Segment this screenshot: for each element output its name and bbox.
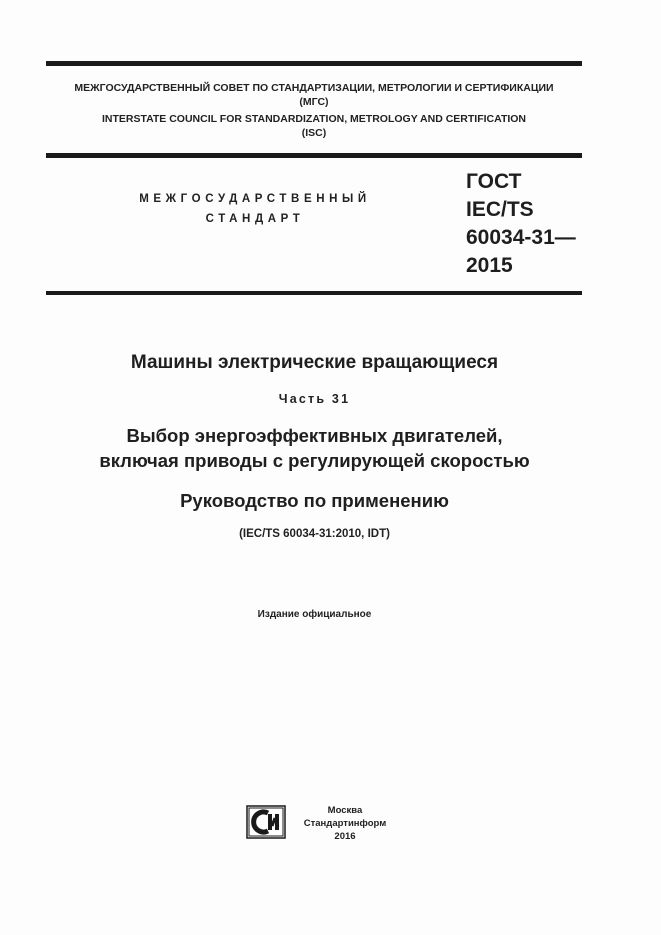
imprint-year: 2016 [334, 831, 356, 842]
document-title: Машины электрические вращающиеся [130, 352, 499, 373]
council-name-en: INTERSTATE COUNCIL FOR STANDARDIZATION, METROLOGY AND CERTIFICATION [101, 113, 527, 125]
standartinform-logo-icon [246, 805, 286, 839]
standard-code-line-2: IEC/TS [466, 198, 534, 221]
bottom-rule [46, 291, 582, 295]
council-name-ru: МЕЖГОСУДАРСТВЕННЫЙ СОВЕТ ПО СТАНДАРТИЗАЦИИ, МЕТРОЛОГИИ И СЕРТИФИКАЦИИ [74, 82, 554, 94]
guide-title: Руководство по применению [180, 490, 449, 511]
imprint-publisher: Стандартинформ [303, 818, 387, 829]
standard-code-line-3: 60034-31— [466, 226, 576, 249]
top-rule [46, 61, 582, 66]
council-abbr-en: (ISC) [301, 127, 327, 139]
imprint-city: Москва [327, 805, 363, 816]
standard-type-line-2: СТАНДАРТ [205, 213, 305, 225]
standard-type-line-1: МЕЖГОСУДАРСТВЕННЫЙ [139, 193, 371, 205]
iec-reference: (IEC/TS 60034-31:2010, IDT) [239, 528, 390, 540]
standard-code-line-1: ГОСТ [466, 170, 522, 193]
middle-rule [46, 153, 582, 158]
edition-label: Издание официальное [257, 609, 372, 620]
council-abbr-ru: (МГС) [299, 96, 329, 108]
subtitle-line-1: Выбор энергоэффективных двигателей, [126, 425, 503, 446]
part-label: Часть 31 [278, 392, 351, 406]
subtitle-line-2: включая приводы с регулирующей скоростью [99, 450, 530, 471]
standard-code-line-4: 2015 [466, 254, 513, 277]
